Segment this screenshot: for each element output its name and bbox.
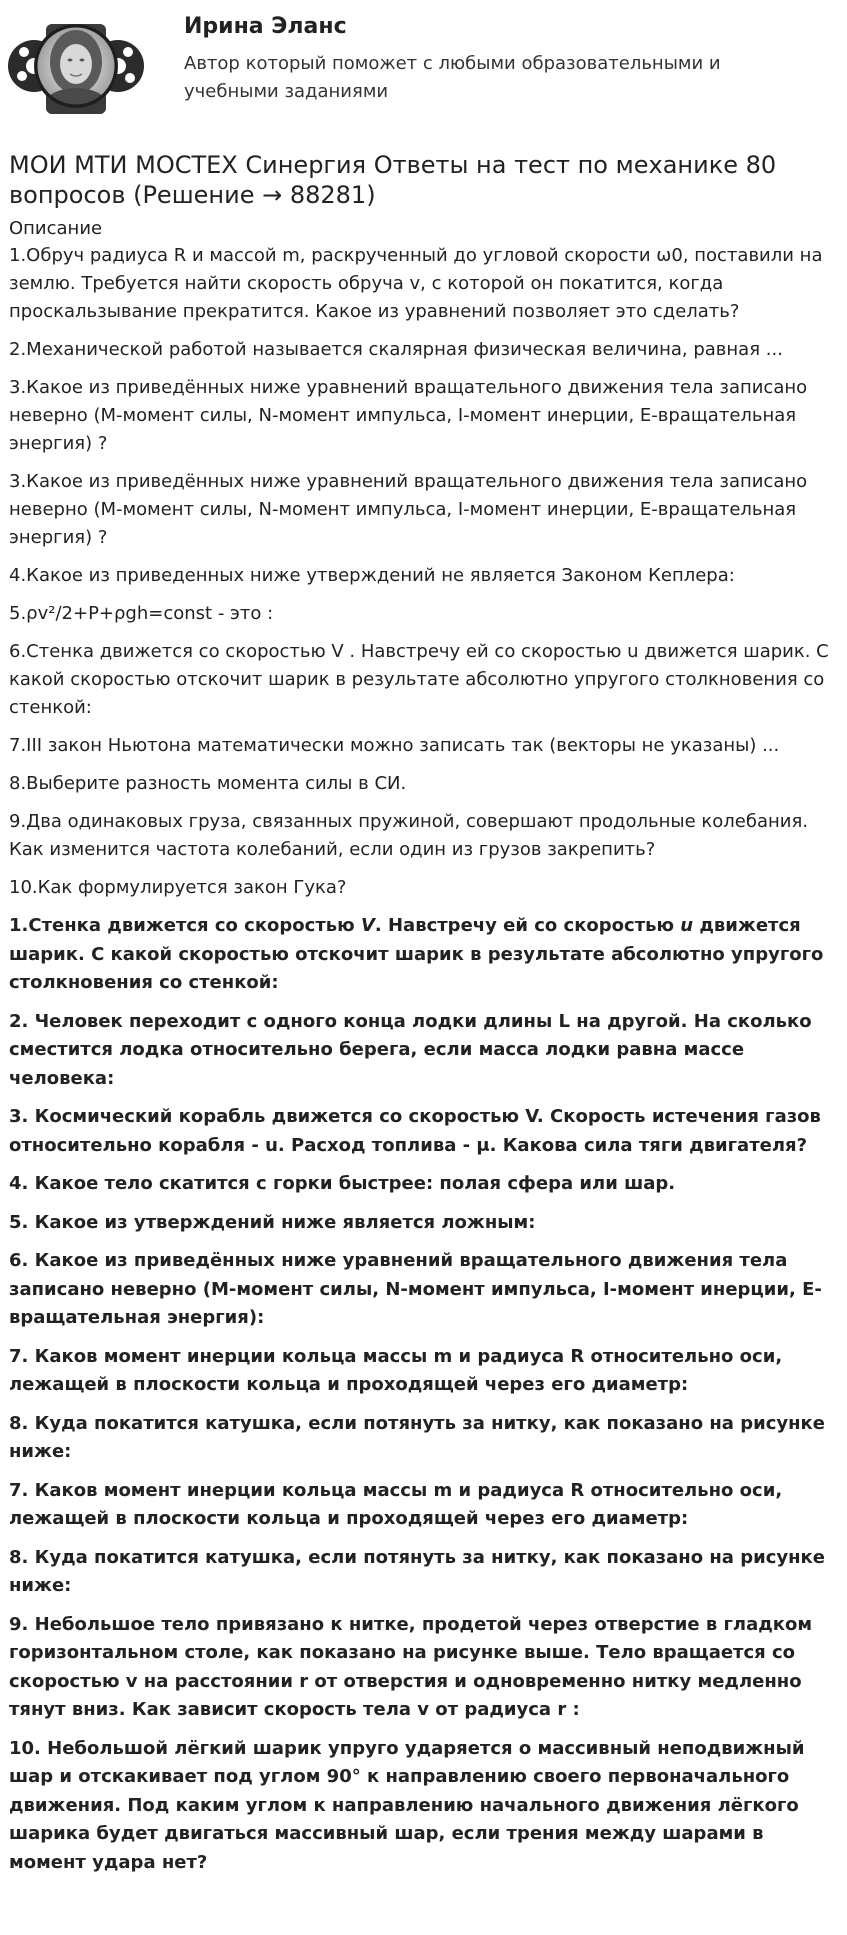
bold-question-text: . Навстречу ей со скоростью [374,915,681,936]
question-item: 3.Какое из приведённых ниже уравнений вращательного движения тела записано неверно (M-момент силы, N-момент импульса, I-момент инерции, E-вращательная энергия) ? [9,377,808,454]
bold-question-item: 9. Небольшое тело привязано к нитке, продетой через отверстие в гладком горизонтальном столе, как показано на рисунке выше. Тело вращается со скоростью v на расстоянии r от отверстия и одновременно нитку медленно тянут вниз. Как зависит скорость тела v от радиуса r : [9,1613,813,1720]
bold-question-item: 6. Какое из приведённых ниже уравнений вращательного движения тела записано неверно (M-момент силы, N-момент импульса, I-момент инерции, E-вращательная энергия): [9,1250,822,1328]
bold-question-item: 7. Каков момент инерции кольца массы m и радиуса R относительно оси, лежащей в плоскости кольца и проходящей через его диаметр: [9,1345,783,1395]
question-item: 4.Какое из приведенных ниже утверждений не является Законом Кеплера: [9,565,735,586]
bold-question-item: 5. Какое из утверждений ниже является ложным: [9,1211,536,1233]
bold-question-text: 1.Стенка движется со скоростью [9,915,361,936]
question-item: 6.Стенка движется со скоростью V . Навстречу ей со скоростью u движется шарик. С какой скоростью отскочит шарик в результате абсолютно упругого столкновения со стенкой: [9,641,829,718]
question-item: 9.Два одинаковых груза, связанных пружиной, совершают продольные колебания. Как изменится частота колебаний, если один из грузов закрепить? [9,811,808,860]
bold-question-item: 3. Космический корабль движется со скоростью V. Скорость истечения газов относительно корабля - u. Расход топлива - μ. Какова сила тяги двигателя? [9,1106,821,1156]
question-item: 7.III закон Ньютона математически можно записать так (векторы не указаны) ... [9,735,780,756]
bold-question-item: 8. Куда покатится катушка, если потянуть за нитку, как показано на рисунке ниже: [9,1412,825,1462]
bold-question-item: 2. Человек переходит с одного конца лодки длины L на другой. На сколько сместится лодка относительно берега, если масса лодки равна массе человека: [9,1010,812,1089]
question-item: 1.Обруч радиуса R и массой m, раскрученный до угловой скорости ω0, поставили на землю. Требуется найти скорость обруча v, с которой он покатится, когда проскальзывание прекратится. Какое из уравнений позволяет это сделать? [9,245,823,322]
velocity-symbol: u [680,915,694,936]
bold-question-item: 4. Какое тело скатится с горки быстрее: полая сфера или шар. [9,1173,676,1194]
description-content [9,242,839,1887]
bold-question-item: 8. Куда покатится катушка, если потянуть за нитку, как показано на рисунке ниже: [9,1546,825,1596]
bold-question-item: 7. Каков момент инерции кольца массы m и радиуса R относительно оси, лежащей в плоскости кольца и проходящей через его диаметр: [9,1479,783,1529]
question-item: 3.Какое из приведённых ниже уравнений вращательного движения тела записано неверно (M-момент силы, N-момент импульса, I-момент инерции, E-вращательная энергия) ? [9,471,808,548]
author-name[interactable]: Ирина Эланс [184,14,347,39]
description-label: Описание [9,218,103,239]
bold-question-item [9,912,839,998]
page-title: МОИ МТИ МОСТЕХ Синергия Ответы на тест по механике 80 вопросов (Решение → 88281) [9,151,777,209]
bold-question-text: движется шарик. С какой скоростью отскочит шарик в результате абсолютно упругого столкновения со стенкой: [9,915,824,993]
question-item: 2.Механической работой называется скалярная физическая величина, равная ... [9,339,783,360]
question-item: 8.Выберите разность момента силы в СИ. [9,773,407,794]
author-description: Автор который поможет с любыми образовательными и учебными заданиями [184,53,721,102]
author-photo-film-reel-icon[interactable] [6,4,146,124]
author-block [0,0,847,150]
question-item: 5.ρv²/2+P+ρgh=const - это : [9,603,274,624]
bold-question-item: 10. Небольшой лёгкий шарик упруго ударяется о массивный неподвижный шар и отскакивает под углом 90° к направлению своего первоначального движения. Под каким углом к направлению начального движения лёгкого шарика будет двигаться массивный шар, если трения между шарами в момент удара нет? [9,1737,805,1873]
question-item: 10.Как формулируется закон Гука? [9,877,347,898]
velocity-symbol: V [360,915,375,936]
